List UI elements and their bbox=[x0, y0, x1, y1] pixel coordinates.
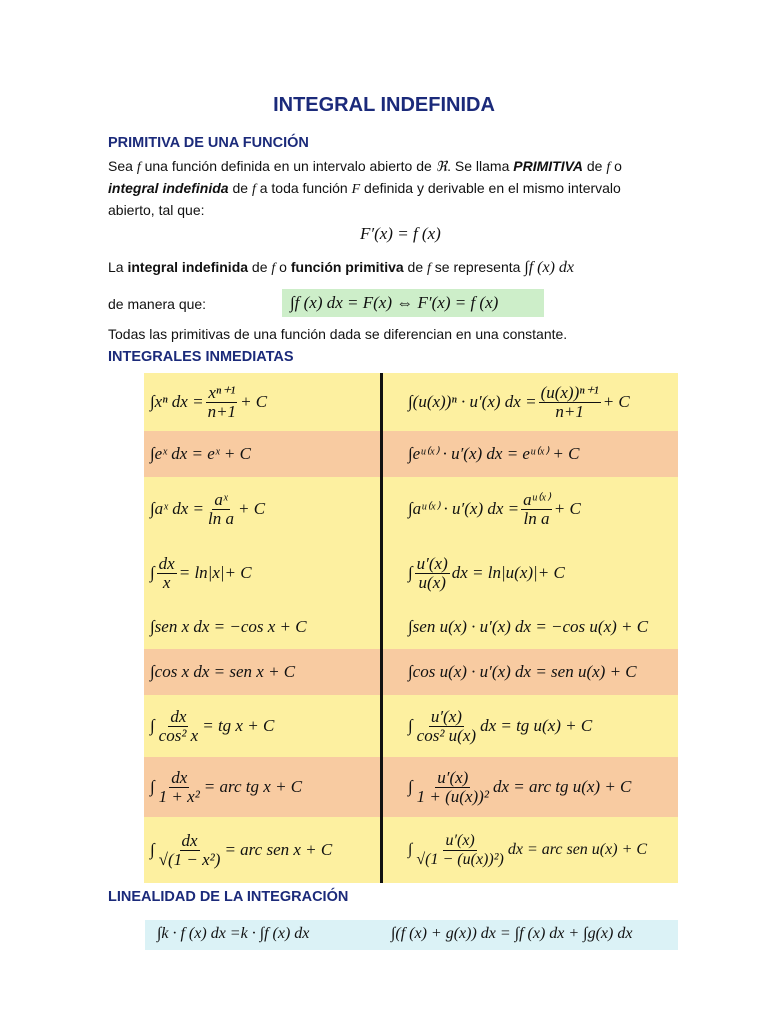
table-row bbox=[144, 757, 678, 817]
formula-power: ∫xⁿ dx = $\frac{\text{xⁿ⁺¹}}{n+1}$ + C bbox=[150, 382, 268, 421]
table-row bbox=[144, 477, 678, 541]
equivalence-box: ∫f (x) dx = F(x) ⇔ F′(x) = f (x) bbox=[282, 289, 544, 317]
section-heading-inmediatas: INTEGRALES INMEDIATAS bbox=[108, 349, 294, 365]
formula-exp-chain: ∫eᵘ⁽ˣ⁾ · u′(x) dx = eᵘ⁽ˣ⁾ + C bbox=[408, 444, 580, 463]
formula-arcsin: ∫ $\frac{dx}{\text{√(1 − x²)}}$ = arc sen x + C bbox=[150, 830, 333, 869]
table-row bbox=[144, 649, 678, 695]
formula-cos: ∫cos x dx = sen x + C bbox=[150, 662, 296, 681]
derivative-equation: F′(x) = f (x) bbox=[360, 224, 441, 243]
table-column-divider bbox=[380, 373, 383, 883]
formula-cos-chain: ∫cos u(x) · u′(x) dx = sen u(x) + C bbox=[408, 662, 637, 681]
table-row bbox=[144, 695, 678, 757]
notation-line: La integral indefinida de f o función primitiva de f se representa ∫f (x) dx bbox=[108, 259, 574, 276]
page-title: INTEGRAL INDEFINIDA bbox=[273, 94, 495, 116]
formula-sin-chain: ∫sen u(x) · u′(x) dx = −cos u(x) + C bbox=[408, 617, 649, 636]
definition-line-2: integral indefinida de f a toda función F definida y derivable en el mismo intervalo bbox=[108, 180, 621, 197]
formula-power-chain: ∫(u(x))ⁿ · u′(x) dx = $\frac{\text{(u(x))ⁿ⁺¹}}{n+1}$ + C bbox=[408, 382, 630, 421]
linearity-scalar: ∫k · f (x) dx =k · ∫f (x) dx bbox=[157, 925, 310, 942]
formula-exp-base-a: ∫aˣ dx = $\frac{\text{aˣ}}{\text{ln a}}$ + C bbox=[150, 489, 266, 528]
manner-label: de manera que: bbox=[108, 296, 207, 312]
formula-arctan: ∫ $\frac{dx}{\text{1 + x²}}$ = arc tg x + C bbox=[150, 767, 303, 806]
formula-tan-chain: ∫ $\frac{u'(x)}{\text{cos² u(x)}}$ dx = tg u(x) + C bbox=[408, 706, 593, 745]
table-row bbox=[144, 605, 678, 649]
constant-note: Todas las primitivas de una función dada se diferencian en una constante. bbox=[108, 326, 568, 342]
definition-paragraph bbox=[108, 156, 668, 220]
table-row bbox=[144, 541, 678, 605]
definition-line-1: Sea f una función definida en un intervalo abierto de ℜ. Se llama PRIMITIVA de f o bbox=[108, 158, 622, 175]
formula-sin: ∫sen x dx = −cos x + C bbox=[150, 617, 307, 636]
formula-exp: ∫eˣ dx = eˣ + C bbox=[150, 444, 251, 463]
formula-log-chain: ∫ $\frac{u'(x)}{u(x)}$ dx = ln|u(x)|+ C bbox=[408, 553, 565, 592]
definition-line-3: abierto, tal que: bbox=[108, 202, 205, 218]
formula-tan: ∫ $\frac{dx}{\text{cos² x}}$ = tg x + C bbox=[150, 706, 275, 745]
table-row bbox=[144, 817, 678, 883]
formula-exp-base-a-chain: ∫aᵘ⁽ˣ⁾ · u′(x) dx = $\frac{\text{aᵘ⁽ˣ⁾}}{\text{ln a}}$ + C bbox=[408, 489, 581, 528]
table-row bbox=[144, 373, 678, 431]
table-row bbox=[144, 431, 678, 477]
formula-arctan-chain: ∫ $\frac{u'(x)}{\text{1 + (u(x))²}}$ dx = arc tg u(x) + C bbox=[408, 767, 632, 806]
linearity-box bbox=[145, 920, 678, 950]
formula-log: ∫ $\frac{dx}{x}$ = ln|x|+ C bbox=[150, 553, 252, 592]
section-heading-primitiva: PRIMITIVA DE UNA FUNCIÓN bbox=[108, 135, 309, 151]
section-heading-linealidad: LINEALIDAD DE LA INTEGRACIÓN bbox=[108, 889, 349, 905]
linearity-sum: ∫(f (x) + g(x)) dx = ∫f (x) dx + ∫g(x) dx bbox=[391, 925, 633, 942]
formula-arcsin-chain: ∫ $\frac{u'(x)}{\text{√(1 − (u(x))²)}}$ dx = arc sen u(x) + C bbox=[408, 831, 648, 868]
